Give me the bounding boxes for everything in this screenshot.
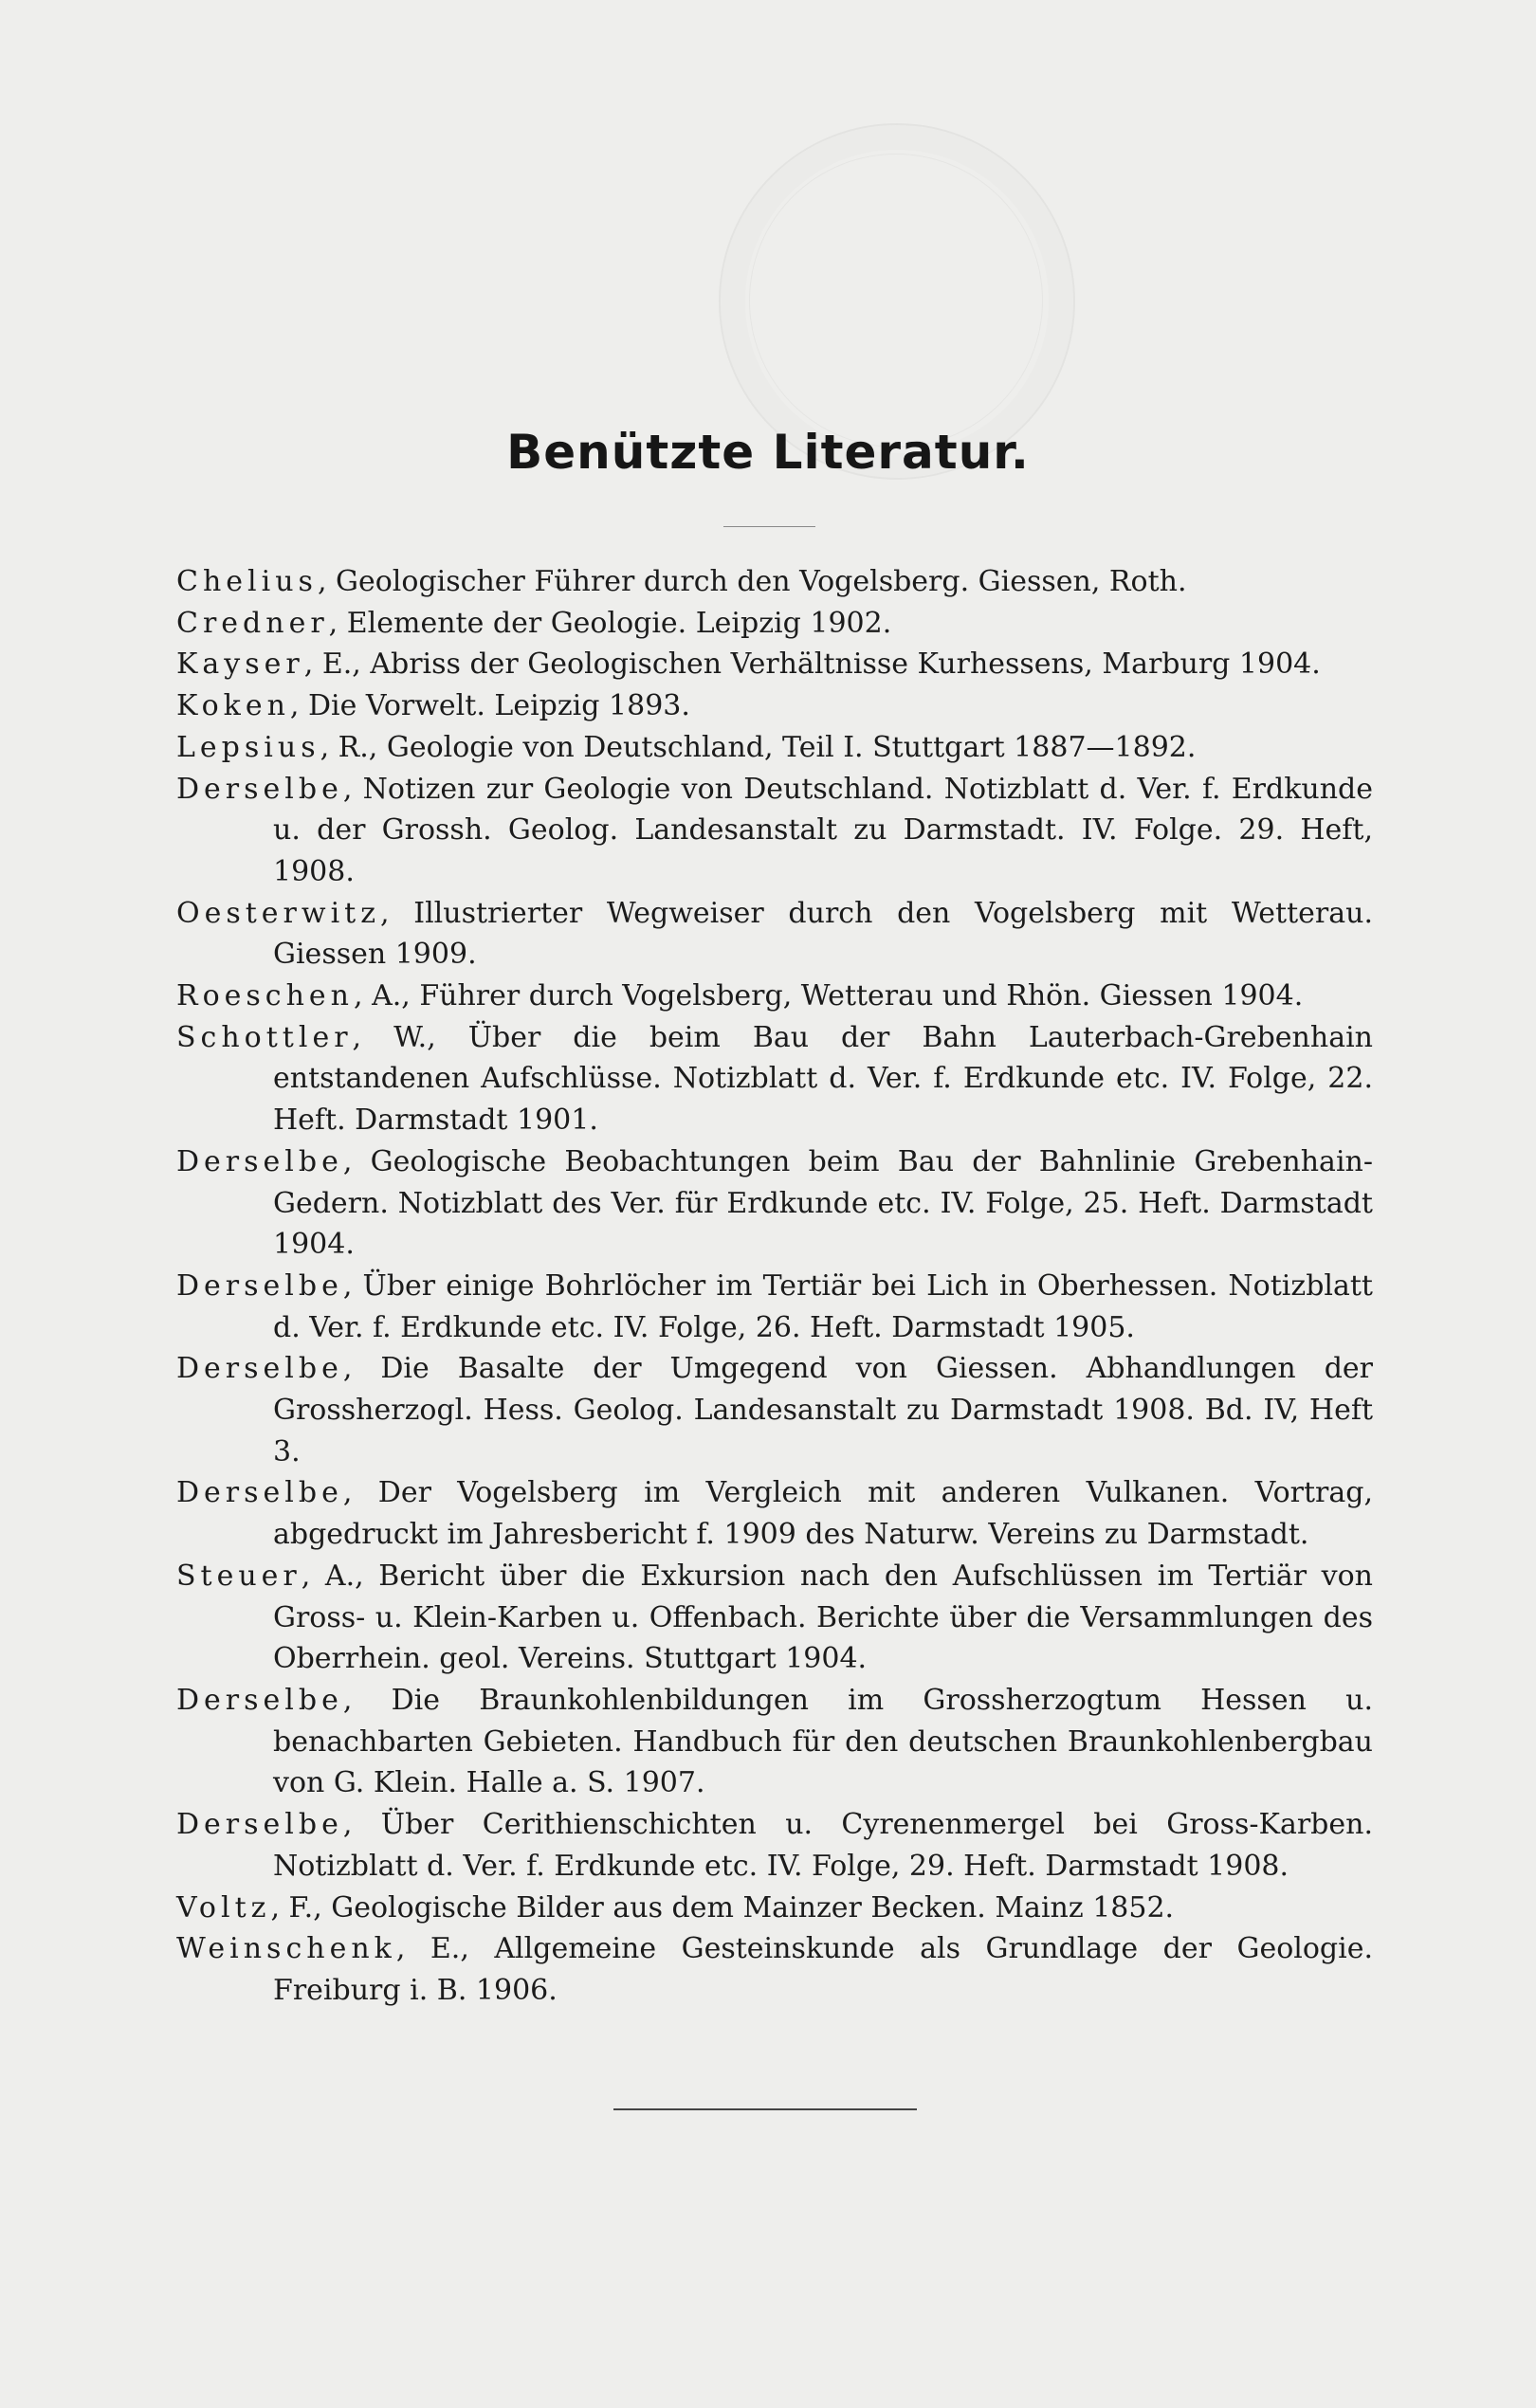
library-stamp-inner-ring: [749, 154, 1043, 447]
reference-text: , E., Allgemeine Gesteinskunde als Grundlage der Geologie. Freiburg i. B. 1906.: [273, 1932, 1373, 2007]
reference-entry: [176, 644, 1373, 685]
reference-entry: [176, 1266, 1373, 1348]
reference-entry: [176, 561, 1373, 603]
reference-list: [176, 561, 1373, 2012]
reference-author: Derselbe: [176, 1268, 343, 1303]
reference-entry: [176, 1017, 1373, 1141]
reference-entry: [176, 1348, 1373, 1472]
reference-text: , Über Cerithienschichten u. Cyrenenmergel bei Gross-Karben. Notizblatt d. Ver. f. Erdkunde etc. IV. Folge, 29. Heft. Darmstadt 1908.: [273, 1808, 1373, 1883]
reference-entry: [176, 1804, 1373, 1887]
reference-text: , Die Basalte der Umgegend von Giessen. Abhandlungen der Grossherzogl. Hess. Geolog. Landesanstalt zu Darmstadt 1908. Bd. IV, Heft 3.: [273, 1352, 1373, 1469]
reference-text: , Notizen zur Geologie von Deutschland. Notizblatt d. Ver. f. Erdkunde u. der Grossh. Geolog. Landesanstalt zu Darmstadt. IV. Folge. 29. Heft, 1908.: [273, 772, 1373, 888]
reference-entry: [176, 603, 1373, 645]
reference-author: Voltz: [176, 1890, 271, 1925]
reference-entry: [176, 1472, 1373, 1555]
reference-author: Derselbe: [176, 1476, 343, 1510]
reference-author: Roeschen: [176, 979, 354, 1013]
reference-entry: [176, 769, 1373, 893]
reference-author: Oesterwitz: [176, 896, 381, 930]
reference-entry: [176, 976, 1373, 1017]
reference-entry: [176, 1141, 1373, 1266]
reference-entry: [176, 727, 1373, 769]
reference-text: , R., Geologie von Deutschland, Teil I. Stuttgart 1887—1892.: [320, 730, 1197, 764]
reference-text: , Über einige Bohrlöcher im Tertiär bei Lich in Oberhessen. Notizblatt d. Ver. f. Erdkunde etc. IV. Folge, 26. Heft. Darmstadt 1905.: [273, 1268, 1373, 1344]
reference-entry: [176, 893, 1373, 976]
reference-author: Weinschenk: [176, 1932, 396, 1966]
reference-entry: [176, 1888, 1373, 1929]
reference-text: , F., Geologische Bilder aus dem Mainzer Becken. Mainz 1852.: [270, 1890, 1175, 1925]
reference-entry: [176, 1928, 1373, 2011]
reference-author: Derselbe: [176, 1808, 343, 1842]
reference-author: Derselbe: [176, 772, 343, 806]
reference-author: Koken: [176, 689, 290, 723]
reference-author: Derselbe: [176, 1352, 343, 1386]
reference-text: , Der Vogelsberg im Vergleich mit anderen Vulkanen. Vortrag, abgedruckt im Jahresbericht f. 1909 des Naturw. Vereins zu Darmstadt.: [273, 1476, 1373, 1552]
reference-text: , Geologischer Führer durch den Vogelsberg. Giessen, Roth.: [317, 565, 1187, 598]
reference-author: Schottler: [176, 1020, 353, 1054]
reference-author: Derselbe: [176, 1683, 343, 1717]
reference-author: Derselbe: [176, 1144, 343, 1178]
reference-text: , E., Abriss der Geologischen Verhältnisse Kurhessens, Marburg 1904.: [303, 648, 1321, 682]
reference-author: Steuer: [176, 1559, 302, 1593]
reference-text: , Die Braunkohlenbildungen im Grossherzogtum Hessen u. benachbarten Gebieten. Handbuch für den deutschen Braunkohlenbergbau von G. Klein. Halle a. S. 1907.: [273, 1683, 1373, 1800]
reference-entry: [176, 1680, 1373, 1804]
reference-author: Chelius: [176, 565, 318, 598]
reference-author: Kayser: [176, 648, 304, 682]
reference-entry: [176, 1556, 1373, 1680]
reference-text: , A., Bericht über die Exkursion nach den Aufschlüssen im Tertiär von Gross- u. Klein-Karben u. Offenbach. Berichte über die Versammlungen des Oberrhein. geol. Vereins. Stuttgart 1904.: [273, 1559, 1373, 1676]
end-divider: [613, 2108, 917, 2110]
reference-text: , Geologische Beobachtungen beim Bau der Bahnlinie Grebenhain-Gedern. Notizblatt des Ver. für Erdkunde etc. IV. Folge, 25. Heft. Darmstadt 1904.: [273, 1144, 1373, 1262]
reference-text: , Illustrierter Wegweiser durch den Vogelsberg mit Wetterau. Giessen 1909.: [273, 896, 1373, 972]
page-title: Benützte Literatur.: [506, 425, 1030, 480]
reference-entry: [176, 685, 1373, 727]
reference-author: Credner: [176, 606, 329, 640]
reference-text: , W., Über die beim Bau der Bahn Lauterbach-Grebenhain entstandenen Aufschlüsse. Notizblatt d. Ver. f. Erdkunde etc. IV. Folge, 22. Heft. Darmstadt 1901.: [273, 1020, 1373, 1138]
reference-text: , Elemente der Geologie. Leipzig 1902.: [328, 606, 892, 640]
title-divider: [723, 526, 815, 527]
reference-text: , A., Führer durch Vogelsberg, Wetterau und Rhön. Giessen 1904.: [354, 979, 1304, 1013]
reference-author: Lepsius: [176, 730, 320, 764]
reference-text: , Die Vorwelt. Leipzig 1893.: [289, 689, 690, 723]
